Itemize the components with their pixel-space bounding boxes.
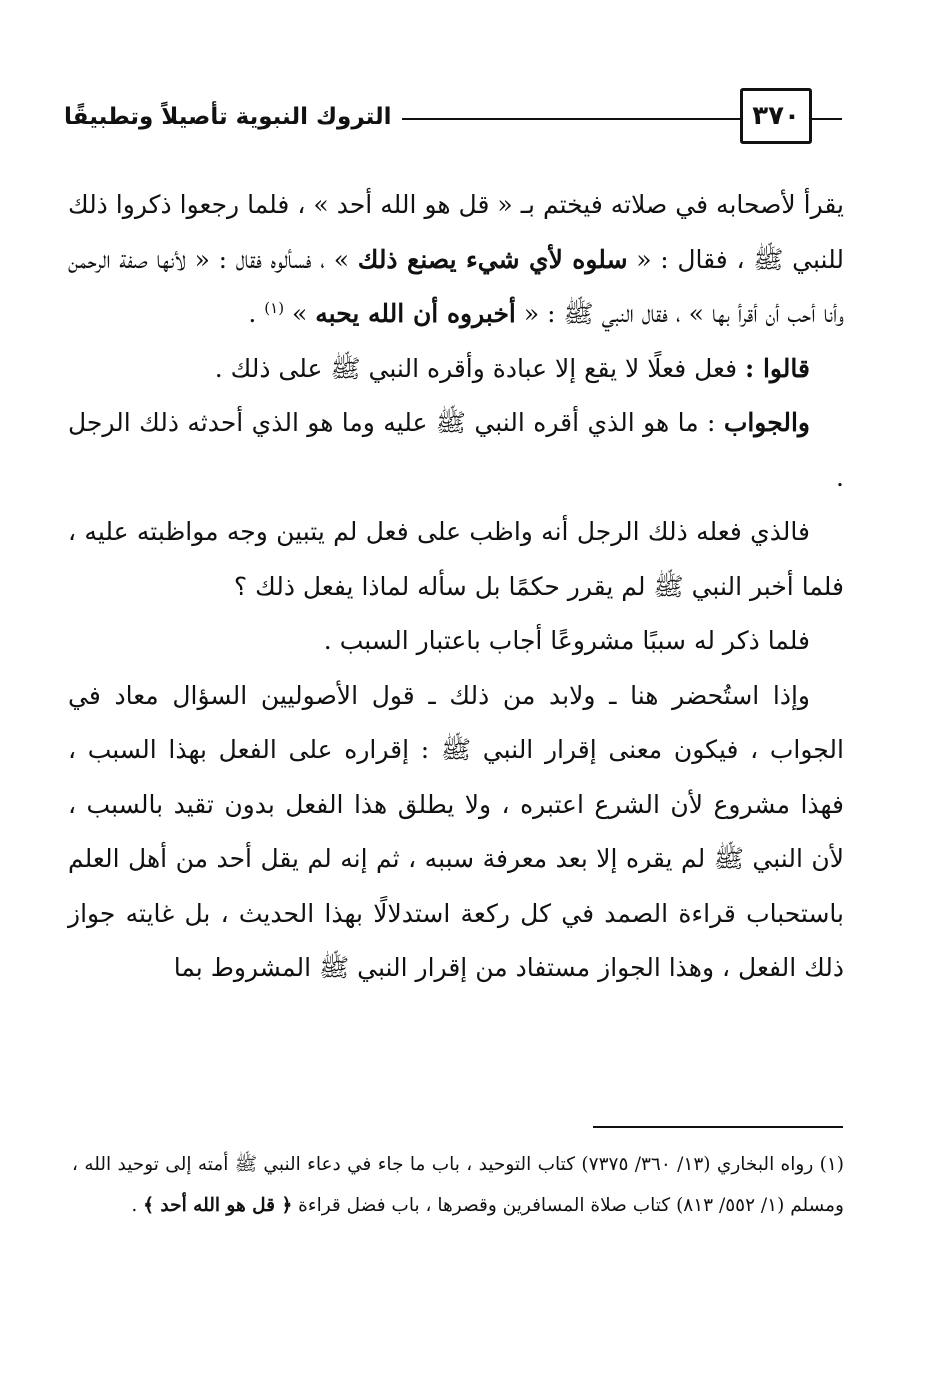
paragraph-answer xyxy=(68,396,844,505)
paragraph-conclusion: وإذا استُحضر هنا ـ ولابد من ذلك ـ قول الأصوليين السؤال معاد في الجواب ، فيكون معنى إقرار النبي ﷺ : إقراره على الفعل بهذا السبب ، فهذا مشروع لأن الشرع اعتبره ، ولا يطلق هذا الفعل بدون تقيد بالسبب ، لأن النبي ﷺ لم يقره إلا بعد معرفة سببه ، ثم إنه لم يقل أحد من أهل العلم باستحباب قراءة الصمد في كل ركعة استدلالًا بهذا الحديث ، بل غايته جواز ذلك الفعل ، وهذا الجواز مستفاد من إقرار النبي ﷺ المشروط بما xyxy=(68,680,844,982)
hadith-text-3: » xyxy=(284,299,316,328)
footnote-reference: (١) xyxy=(264,299,285,317)
page-number: ٣٧٠ xyxy=(740,88,812,144)
hadith-text-4: . xyxy=(248,299,265,328)
footnote-rule xyxy=(593,1126,843,1128)
hadith-quote-2: أخبروه أن الله يحبه xyxy=(315,299,516,328)
paragraph-reason: فلما ذكر له سببًا مشروعًا أجاب باعتبار السبب . xyxy=(323,626,810,655)
footnote-1-end: . xyxy=(131,1195,144,1216)
main-text xyxy=(68,178,844,996)
footnote-1 xyxy=(72,1144,844,1226)
footnotes xyxy=(72,1144,844,1226)
objection-lead: قالوا : xyxy=(745,353,810,383)
objection-text: فعل فعلًا لا يقع إلا عبادة وأقره النبي ﷺ على ذلك . xyxy=(214,353,746,383)
hadith-text-1: يقرأ لأصحابه في صلاته فيختم بـ « قل هو الله أحد » ، فلما رجعوا ذكروا ذلك للنبي ﷺ ، فقال : « xyxy=(68,190,844,274)
paragraph-objection xyxy=(68,342,844,397)
running-title: التروك النبوية تأصيلاً وتطبيقًا xyxy=(58,98,402,136)
footnote-1-quote: ﴿ قل هو الله أحد ﴾ xyxy=(143,1195,293,1216)
paragraph-hadith xyxy=(68,178,844,342)
footnote-1-text: (١) رواه البخاري (١٣/ ٣٦٠/ ٧٣٧٥) كتاب التوحيد ، باب ما جاء في دعاء النبي ﷺ أمته إلى توحيد الله ، ومسلم (١/ ٥٥٢/ ٨١٣) كتاب صلاة المسافرين وقصرها ، باب فضل قراءة xyxy=(72,1154,844,1216)
page-header xyxy=(58,88,842,146)
answer-lead: والجواب xyxy=(723,408,810,437)
hadith-quote-1: سلوه لأي شيء يصنع ذلك xyxy=(357,244,628,274)
paragraph-explanation: فالذي فعله ذلك الرجل أنه واظب على فعل لم يتبين وجه مواظبته عليه ، فلما أخبر النبي ﷺ لم يقرر حكمًا بل سأله لماذا يفعل ذلك ؟ xyxy=(68,517,844,601)
answer-text: : ما هو الذي أقره النبي ﷺ عليه وما هو الذي أحدثه ذلك الرجل . xyxy=(68,408,844,492)
hadith-text-2: » ، فسألوه فقال : « لأنها صفة الرحمن وأنا أحب أن أقرأ بها » ، فقال النبي ﷺ : « xyxy=(68,244,844,328)
